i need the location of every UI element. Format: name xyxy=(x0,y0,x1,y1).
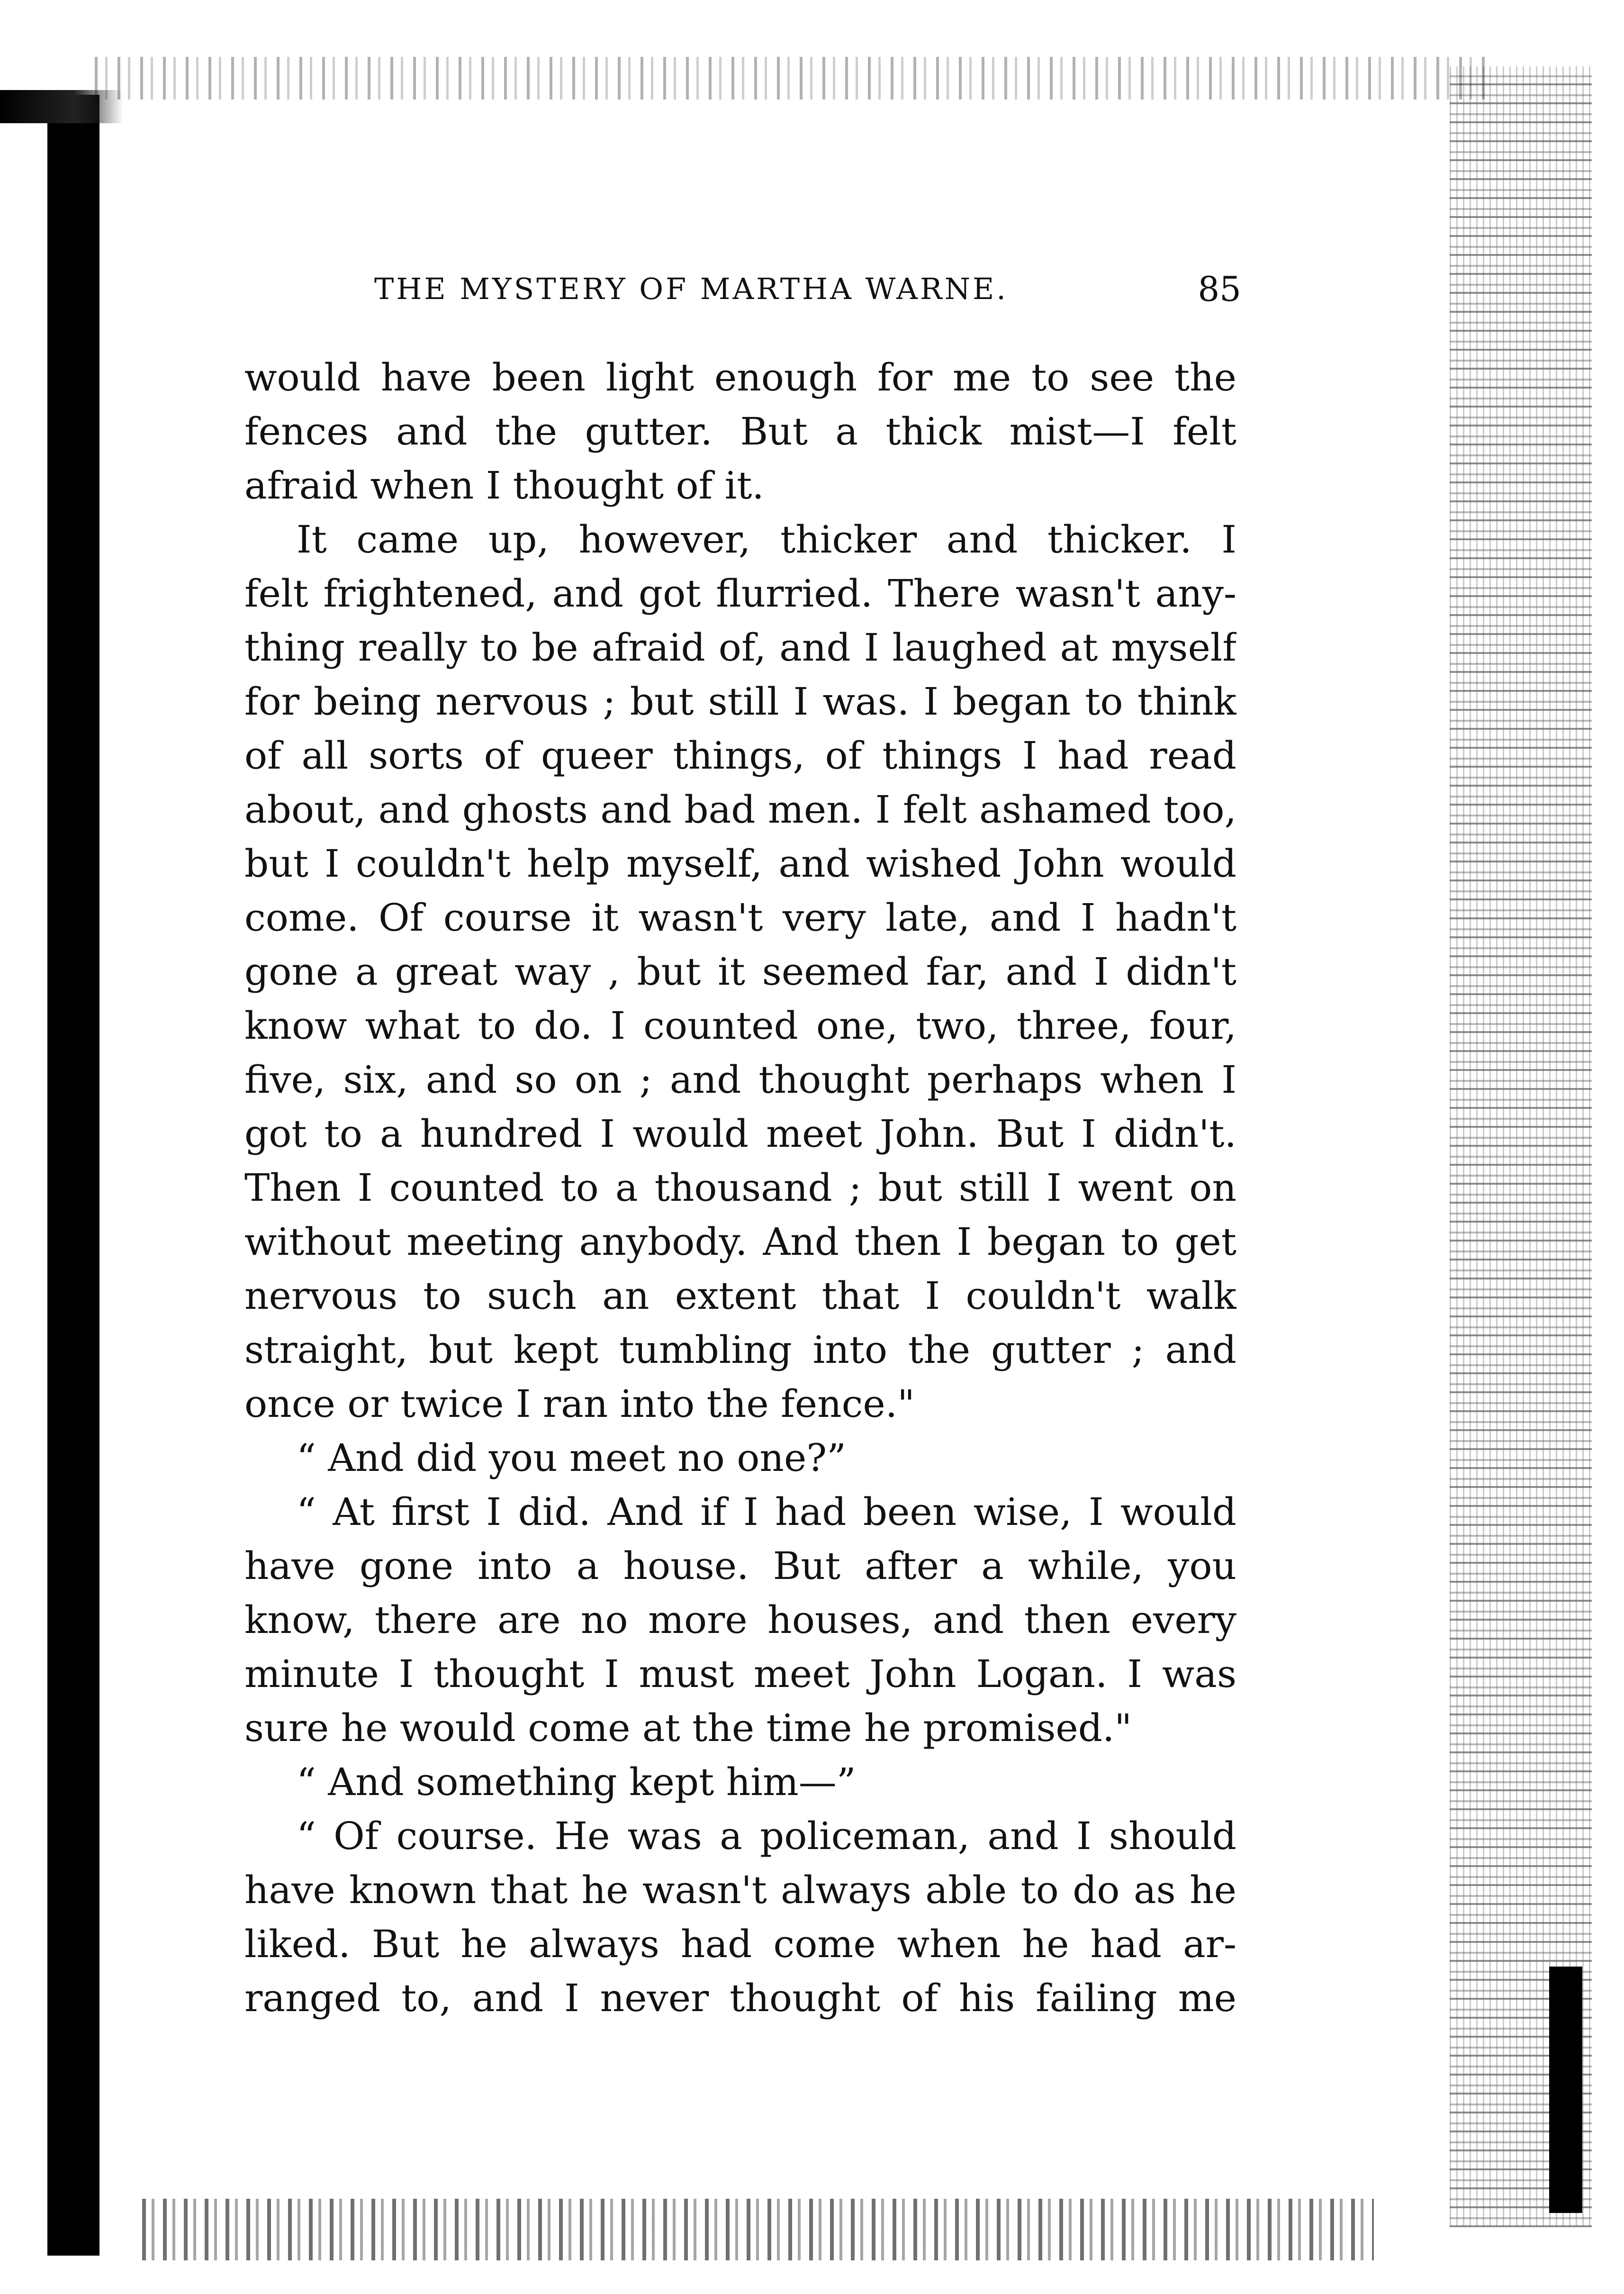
text-line: “ And something kept him—” xyxy=(297,1760,856,1804)
text-line: afraid when I thought of it. xyxy=(244,463,764,508)
text-line: gone a great way , but it seemed far, and I didn't xyxy=(244,950,1236,994)
text-line: ranged to, and I never thought of his failing me xyxy=(244,1976,1236,2020)
text-line: Then I counted to a thousand ; but still I went on xyxy=(244,1166,1236,1210)
text-line: felt frightened, and got flurried. There wasn't any- xyxy=(244,571,1236,616)
text-line: but I couldn't help myself, and wished John would xyxy=(244,842,1236,886)
text-line: of all sorts of queer things, of things I had read xyxy=(244,734,1236,778)
text-line: once or twice I ran into the fence." xyxy=(244,1382,915,1426)
running-title: THE MYSTERY OF MARTHA WARNE. xyxy=(374,272,1008,306)
text-line: straight, but kept tumbling into the gutter ; and xyxy=(244,1328,1236,1372)
text-line: have gone into a house. But after a while, you xyxy=(244,1544,1236,1588)
text-line: know what to do. I counted one, two, three, four, xyxy=(244,1004,1236,1048)
text-line: would have been light enough for me to see the xyxy=(244,355,1236,399)
text-line: It came up, however, thicker and thicker. I xyxy=(297,517,1236,562)
scan-right-edge-noise xyxy=(1450,66,1592,2227)
text-line: liked. But he always had come when he had ar- xyxy=(244,1922,1236,1966)
scan-spine-shadow xyxy=(47,95,99,2256)
text-line: “ Of course. He was a policeman, and I should xyxy=(297,1814,1236,1858)
scan-top-edge-noise xyxy=(95,57,1492,100)
text-line: thing really to be afraid of, and I laughed at myself xyxy=(244,626,1236,670)
text-line: minute I thought I must meet John Logan. I was xyxy=(244,1652,1236,1696)
text-line: nervous to such an extent that I couldn't walk xyxy=(244,1274,1236,1318)
text-line: about, and ghosts and bad men. I felt ashamed too, xyxy=(244,788,1236,832)
text-line: “ And did you meet no one?” xyxy=(297,1436,847,1480)
running-head xyxy=(374,263,1241,315)
text-line: know, there are no more houses, and then every xyxy=(244,1598,1236,1642)
text-line: five, six, and so on ; and thought perhaps when I xyxy=(244,1058,1236,1102)
text-line: come. Of course it wasn't very late, and I hadn't xyxy=(244,896,1236,940)
scan-right-edge-bar xyxy=(1549,1967,1582,2213)
text-line: “ At first I did. And if I had been wise, I would xyxy=(297,1490,1236,1534)
text-line: sure he would come at the time he promised." xyxy=(244,1706,1132,1750)
text-line: have known that he wasn't always able to do as he xyxy=(244,1868,1236,1912)
text-line: without meeting anybody. And then I began to get xyxy=(244,1220,1236,1264)
text-line: for being nervous ; but still I was. I began to think xyxy=(244,680,1236,724)
scan-bottom-edge-noise xyxy=(142,2199,1374,2260)
text-line: fences and the gutter. But a thick mist—I felt xyxy=(244,409,1236,453)
body-text xyxy=(244,351,1236,2025)
text-line: got to a hundred I would meet John. But I didn't. xyxy=(244,1112,1236,1156)
page-number: 85 xyxy=(1198,269,1241,309)
